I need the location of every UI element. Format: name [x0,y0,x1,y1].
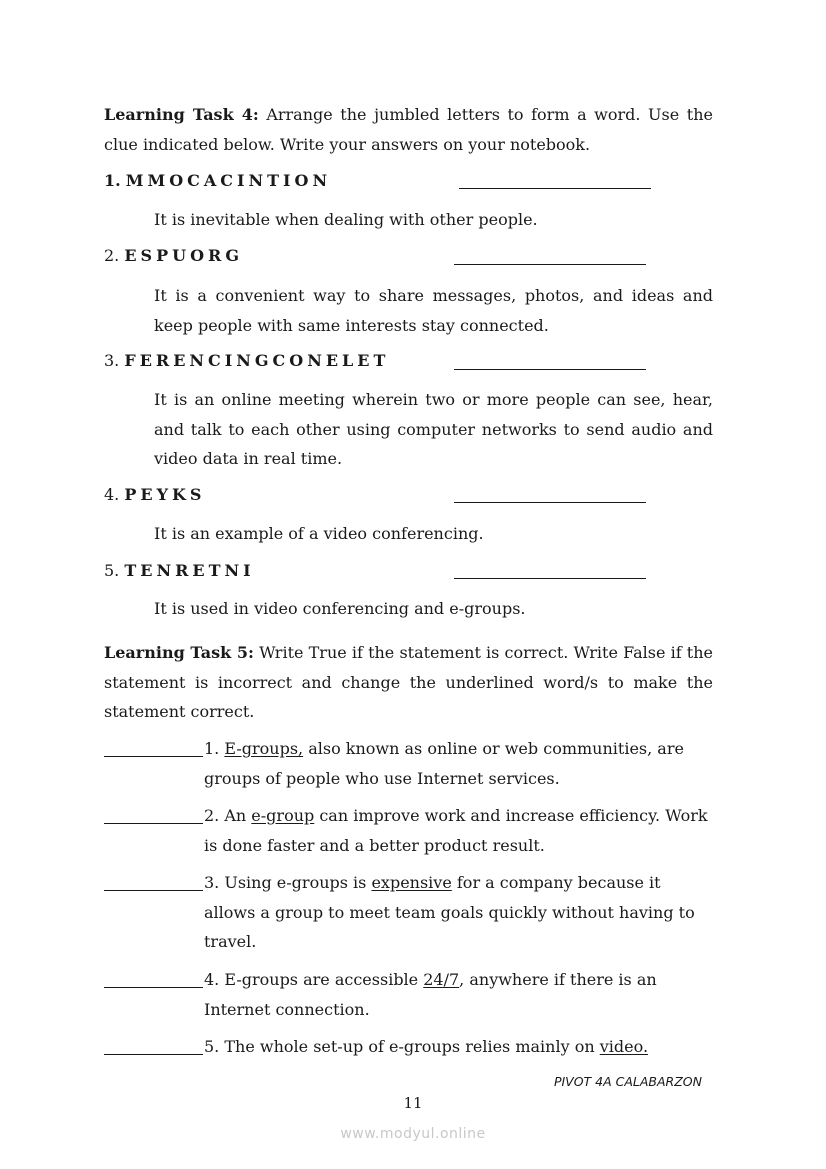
page-number: 11 [403,1094,423,1112]
tf-answer-blank-5[interactable] [104,1054,203,1055]
tf-answer-blank-1[interactable] [104,756,203,757]
tf-answer-blank-2[interactable] [104,823,203,824]
item-number: 1. [104,171,121,190]
task4-instruction-text: Arrange the jumbled letters to form a word. Use the clue indicated below. Write your answers on your notebook. [104,105,713,154]
tf-statement-2 [204,801,714,860]
task5-label: Learning Task 5: [104,643,254,662]
tf-statement-4 [204,965,714,1024]
statement-text: 2. An [204,806,252,825]
clue-3: It is an online meeting wherein two or more people can see, hear, and talk to each other using computer networks to send audio and video data in real time. [154,390,713,468]
statement-text: 1. [204,739,225,758]
jumbled-word: ESPUORG [124,246,243,265]
jumble-item-2 [104,246,243,265]
watermark: www.modyul.online [340,1126,486,1142]
underlined-word: E-groups, [224,739,304,758]
statement-text: 5. The whole set-up of e-groups relies mainly on [204,1037,600,1056]
jumbled-word: PEYKS [124,485,206,504]
answer-blank-4[interactable] [454,502,646,503]
item-number: 4. [104,485,120,504]
statement-text: , anywhere if there is an Internet connection. [204,970,657,1019]
clue-2: It is a convenient way to share messages, photos, and ideas and keep people with same interests stay connected. [154,286,713,335]
tf-statement-1 [204,734,714,793]
footer-source: PIVOT 4A CALABARZON [553,1074,702,1089]
item-number: 5. [104,561,120,580]
jumble-item-5 [104,561,255,580]
underlined-word: video. [599,1037,649,1056]
statement-text: can improve work and increase efficiency. Work is done faster and a better product result. [204,806,708,855]
tf-statement-5 [204,1032,714,1062]
jumbled-word: FERENCINGCONELET [124,351,390,370]
tf-answer-blank-4[interactable] [104,987,203,988]
answer-blank-1[interactable] [459,188,651,189]
clue-1: It is inevitable when dealing with other people. [154,210,538,229]
clue-4: It is an example of a video conferencing. [154,524,484,543]
jumble-item-1 [104,171,331,190]
item-number: 3. [104,351,120,370]
jumbled-word: TENRETNI [124,561,255,580]
underlined-word: 24/7 [423,970,460,989]
tf-answer-blank-3[interactable] [104,890,203,891]
statement-text: 3. Using e-groups is [204,873,372,892]
task5-instruction [104,638,713,727]
underlined-word: e-group [251,806,315,825]
answer-blank-3[interactable] [454,369,646,370]
answer-blank-5[interactable] [454,578,646,579]
item-number: 2. [104,246,120,265]
tf-statement-3 [204,868,714,957]
statement-text: 4. E-groups are accessible [204,970,424,989]
task4-instruction [104,100,713,159]
task4-label: Learning Task 4: [104,105,259,124]
jumbled-word: MMOCACINTION [125,171,332,190]
statement-text: also known as online or web communities, are groups of people who use Internet services. [204,739,684,788]
statement-text: for a company because it allows a group to meet team goals quickly without having to travel. [204,873,695,951]
task5-instruction-text: Write True if the statement is correct. Write False if the statement is incorrect and change the underlined word/s to make the statement correct. [104,643,713,721]
answer-blank-2[interactable] [454,264,646,265]
underlined-word: expensive [371,873,452,892]
clue-5: It is used in video conferencing and e-groups. [154,599,526,618]
jumble-item-4 [104,485,205,504]
jumble-item-3 [104,351,389,370]
